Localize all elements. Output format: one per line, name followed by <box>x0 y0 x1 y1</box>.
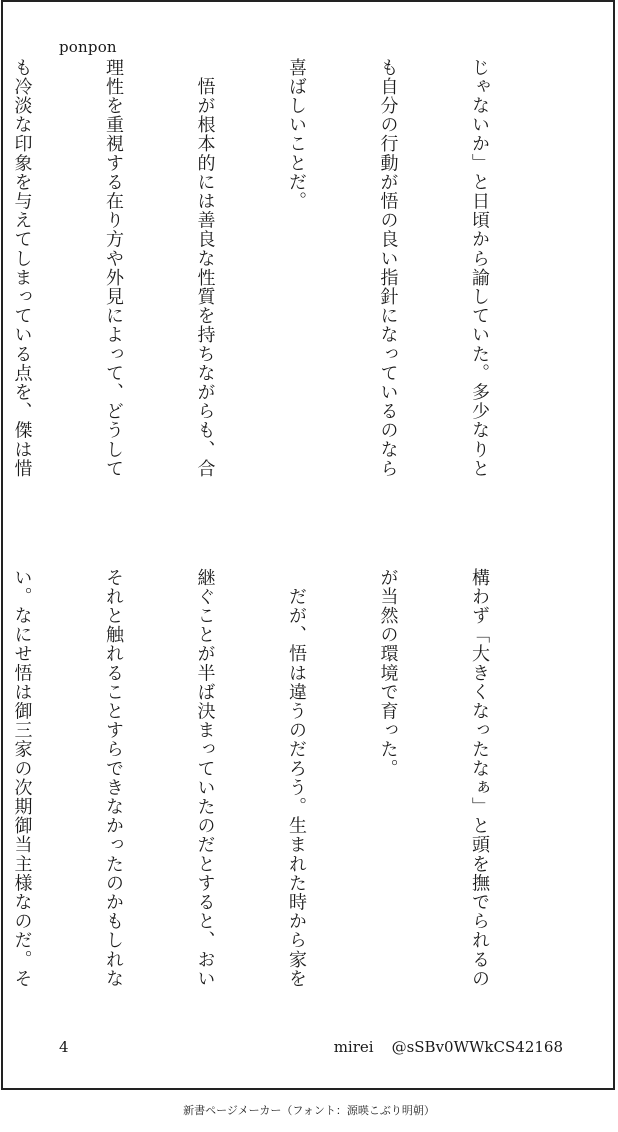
text-block-bottom <box>11 568 555 1038</box>
generator-credit: 新書ページメーカー（フォント：源暎こぶり明朝） <box>183 1104 435 1117</box>
text-line: が当然の環境で育った。 <box>377 568 399 779</box>
text-line: 構わず「大きくなったなぁ」と頭を撫でられるの <box>469 568 490 989</box>
author-name: mirei <box>333 1038 374 1056</box>
page-frame <box>1 0 615 1090</box>
text-line: 継ぐことが半ば決まっていたのだとすると、おい <box>194 568 216 989</box>
text-line: 理性を重視する在り方や外見によって、どうして <box>103 58 124 479</box>
author-handle: @sSBv0WWkCS42168 <box>391 1038 563 1056</box>
text-line: い。なにせ悟は御三家の次期御当主様なのだ。そ <box>11 568 33 989</box>
author-credit <box>334 1038 563 1056</box>
text-line: 喜ばしいことだ。 <box>286 58 307 211</box>
text-line: 悟が根本的には善良な性質を持ちながらも、合 <box>194 58 216 479</box>
page-header-title: ponpon <box>59 38 117 56</box>
text-line: も冷淡な印象を与えてしまっている点を、傑は惜 <box>11 58 33 479</box>
page-number: 4 <box>59 1038 69 1056</box>
text-line: それと触れることすらできなかったのかもしれな <box>103 568 124 989</box>
text-block-top <box>11 58 555 528</box>
text-line: も自分の行動が悟の良い指針になっているのなら <box>377 58 399 479</box>
text-line: だが、悟は違うのだろう。生まれた時から家を <box>286 568 307 989</box>
text-line: じゃないか」と日頃から諭していた。多少なりと <box>469 58 490 479</box>
